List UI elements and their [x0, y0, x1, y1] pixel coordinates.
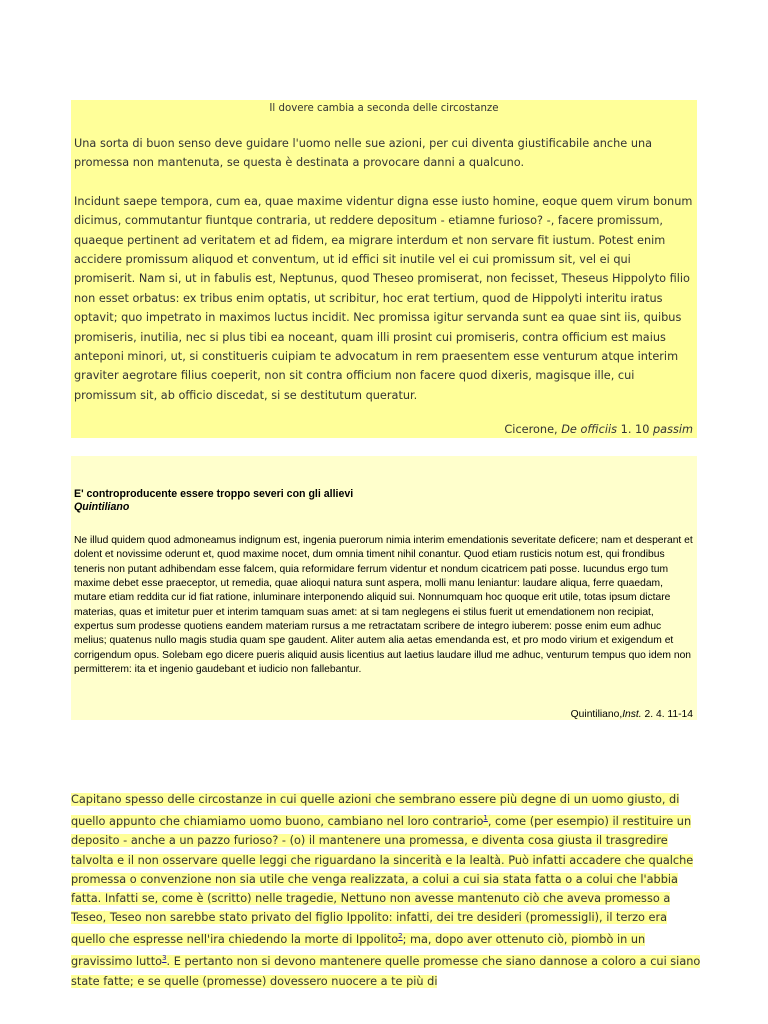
citation	[504, 423, 693, 436]
footnote-link-1[interactable]: 1	[483, 814, 488, 823]
cicero-section	[71, 100, 697, 438]
citation-ref: 1. 10	[620, 423, 650, 436]
latin-text: Incidunt saepe tempora, cum ea, quae maxime videntur digna esse iusto homine, eoque quem virum bonum dicimus, commutantur fiuntque contraria, ut reddere depositum - etiamne furioso? -, facere promissum, quaeque pertinent ad veritatem et ad fidem, ea migrare interdum et non servare fit iustum. Potest enim accidere promissum aliquod et conventum, ut id effici sit inutile vel ei cui promissum sit, vel ei qui promiserit. Nam si, ut in fabulis est, Neptunus, quod Theseo promiserat, non fecisset, Theseus Hippolyto filio non esset orbatus: ex tribus enim optatis, ut scribitur, hoc erat tertium, quod de Hippolyti interitu iratus optavit; quo impetrato in maximos luctus incidit. Nec promissa igitur servanda sunt ea quae sint iis, quibus promiseris, inutilia, nec si plus tibi ea noceant, quam illi prosint cui promiseris, contra officium est maius anteponi minori, ut, si constitueris cuipiam te advocatum in rem praesentem esse venturum atque interim graviter aegrotare filius coeperit, non sit contra officium non facere quod dixeris, magisque ille, cui promissum sit, ab officio discedat, si se destitutum queratur.	[74, 194, 693, 402]
translation-section	[71, 790, 701, 991]
footnote-link-2[interactable]: 2	[398, 932, 403, 941]
citation-passim: passim	[652, 423, 693, 436]
section-title: Il dovere cambia a seconda delle circostanze	[269, 103, 499, 114]
translation-part: . E pertanto non si devono mantenere quelle promesse che siano dannose a coloro a cui siano state fatte; e se quelle (promesse) dovessero nuocere a te più di	[71, 955, 701, 988]
translation-part: Capitano spesso delle circostanze in cui quelle azioni che sembrano essere più degne di un uomo giusto, di quello appunto che chiamiamo uomo buono, cambiano nel loro contrario	[71, 793, 680, 829]
latin-text: Ne illud quidem quod admoneamus indignum est, ingenia puerorum nimia interim emendationis severitate deficere; nam et desperant et dolent et novissime oderunt et, quod maxime nocet, dum omnia timent nihil conantur. Quod etiam rusticis notum est, qui frondibus teneris non putant adhibendam esse falcem, quia reformidare ferrum videntur et nondum cicatricem pati posse. Iucundus ergo tum maxime debet esse praeceptor, ut remedia, quae alioqui natura sunt aspera, molli manu leniantur: laudare aliqua, ferre quaedam, mutare etiam reddita cur id fiat ratione, inluminare interponendo aliquid sui. Nonnumquam hoc quoque erit utile, totas ipsum dictare materias, quas et imitetur puer et interim tamquam suas amet: at si tam neglegens ei stilus fuerit ut emendationem non recipiat, expertus sum prodesse quotiens eandem materiam rursus a me retractatam scribere de integro iuberem: posse enim eum adhuc melius; quatenus nullo magis studia quam spe gaudent. Aliter autem alia aetas emendanda est, et pro modo virium et exigendum et corrigendum opus. Solebam ego dicere pueris aliquid ausis licentius aut laetius laudare illud me adhuc, venturum tempus quo idem non permitterem: ita et ingenio gaudebant et iudicio non fallebantur.	[74, 535, 693, 676]
citation-author: Cicerone,	[504, 423, 558, 436]
citation-author: Quintiliano,	[570, 709, 623, 720]
footnote-link-3[interactable]: 3	[162, 954, 167, 963]
quintilian-section	[71, 456, 697, 720]
citation-work: De officiis	[561, 423, 618, 436]
section-title: E' controproducente essere troppo severi con gli allievi	[74, 488, 354, 500]
citation	[571, 709, 693, 720]
translation-text	[71, 793, 700, 988]
citation-ref: 2. 4. 11-14	[644, 709, 693, 720]
translation-part: , come (per esempio) il restituire un deposito - anche a un pazzo furioso? - (o) il mantenere una promessa, e diventa cosa giusta il trasgredire talvolta e il non osservare quelle leggi che riguardano la sincerità e la lealtà. Può infatti accadere che qualche promessa o convenzione non sia utile che venga realizzata, a colui a cui sia stata fatta o a colui che l'abbia fatta. Infatti se, come è (scritto) nelle tragedie, Nettuno non avesse mantenuto ciò che aveva promesso a Teseo, Teseo non sarebbe stato privato del figlio Ippolito: infatti, dei tre desideri (promessigli), il terzo era quello che espresse nell'ira chiedendo la morte di Ippolito	[71, 815, 694, 947]
citation-work: Inst.	[622, 709, 642, 720]
section-author: Quintiliano	[74, 501, 130, 513]
translation-part: ; ma, dopo aver ottenuto ciò, piombò in un gravissimo lutto	[71, 933, 646, 969]
intro-paragraph: Una sorta di buon senso deve guidare l'uomo nelle sue azioni, per cui diventa giustificabile anche una promessa non mantenuta, se questa è destinata a provocare danni a qualcuno.	[74, 137, 653, 170]
